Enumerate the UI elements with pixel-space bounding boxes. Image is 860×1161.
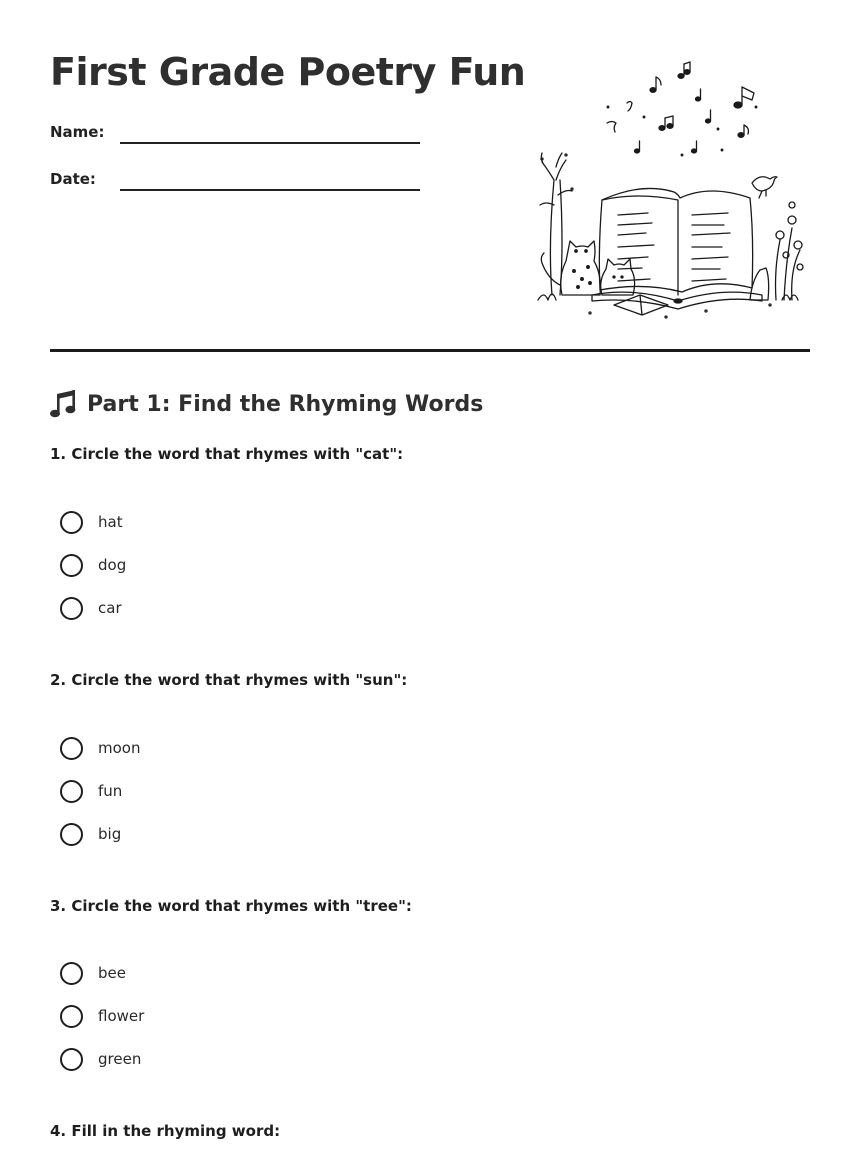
music-note-icon <box>50 389 78 419</box>
option-label: car <box>98 599 122 617</box>
question-1-option-hat[interactable] <box>60 509 123 535</box>
question-1-prompt: 1. Circle the word that rhymes with "cat": <box>50 445 404 463</box>
answer-circle[interactable] <box>60 780 83 803</box>
date-field[interactable] <box>50 164 430 194</box>
date-label: Date: <box>50 170 96 188</box>
option-label: big <box>98 825 122 843</box>
question-1-option-car[interactable] <box>60 595 122 621</box>
part1-header <box>50 388 483 420</box>
option-label: green <box>98 1050 142 1068</box>
option-label: fun <box>98 782 123 800</box>
worksheet-title: First Grade Poetry Fun <box>50 50 526 94</box>
name-field[interactable] <box>50 117 430 147</box>
book-cats-illustration <box>530 55 820 320</box>
question-2-option-fun[interactable] <box>60 778 122 804</box>
answer-circle[interactable] <box>60 554 83 577</box>
question-2-option-big[interactable] <box>60 821 121 847</box>
part1-title: Part 1: Find the Rhyming Words <box>87 391 484 417</box>
option-label: flower <box>98 1007 145 1025</box>
question-2-prompt: 2. Circle the word that rhymes with "sun": <box>50 671 408 689</box>
question-1-option-dog[interactable] <box>60 552 126 578</box>
answer-circle[interactable] <box>60 511 83 534</box>
question-4-prompt: 4. Fill in the rhyming word: <box>50 1122 281 1140</box>
name-answer-line[interactable] <box>120 142 420 144</box>
date-answer-line[interactable] <box>120 189 420 191</box>
answer-circle[interactable] <box>60 737 83 760</box>
music-notes-icon <box>607 62 757 156</box>
answer-circle[interactable] <box>60 1005 83 1028</box>
answer-circle[interactable] <box>60 1048 83 1071</box>
option-label: hat <box>98 513 123 531</box>
option-label: moon <box>98 739 141 757</box>
question-3-option-flower[interactable] <box>60 1003 144 1029</box>
answer-circle[interactable] <box>60 962 83 985</box>
question-2-option-moon[interactable] <box>60 735 140 761</box>
question-3-option-green[interactable] <box>60 1046 141 1072</box>
name-label: Name: <box>50 123 105 141</box>
header-divider <box>50 349 810 352</box>
option-label: dog <box>98 556 127 574</box>
answer-circle[interactable] <box>60 597 83 620</box>
option-label: bee <box>98 964 126 982</box>
answer-circle[interactable] <box>60 823 83 846</box>
question-3-option-bee[interactable] <box>60 960 126 986</box>
question-3-prompt: 3. Circle the word that rhymes with "tree": <box>50 897 412 915</box>
